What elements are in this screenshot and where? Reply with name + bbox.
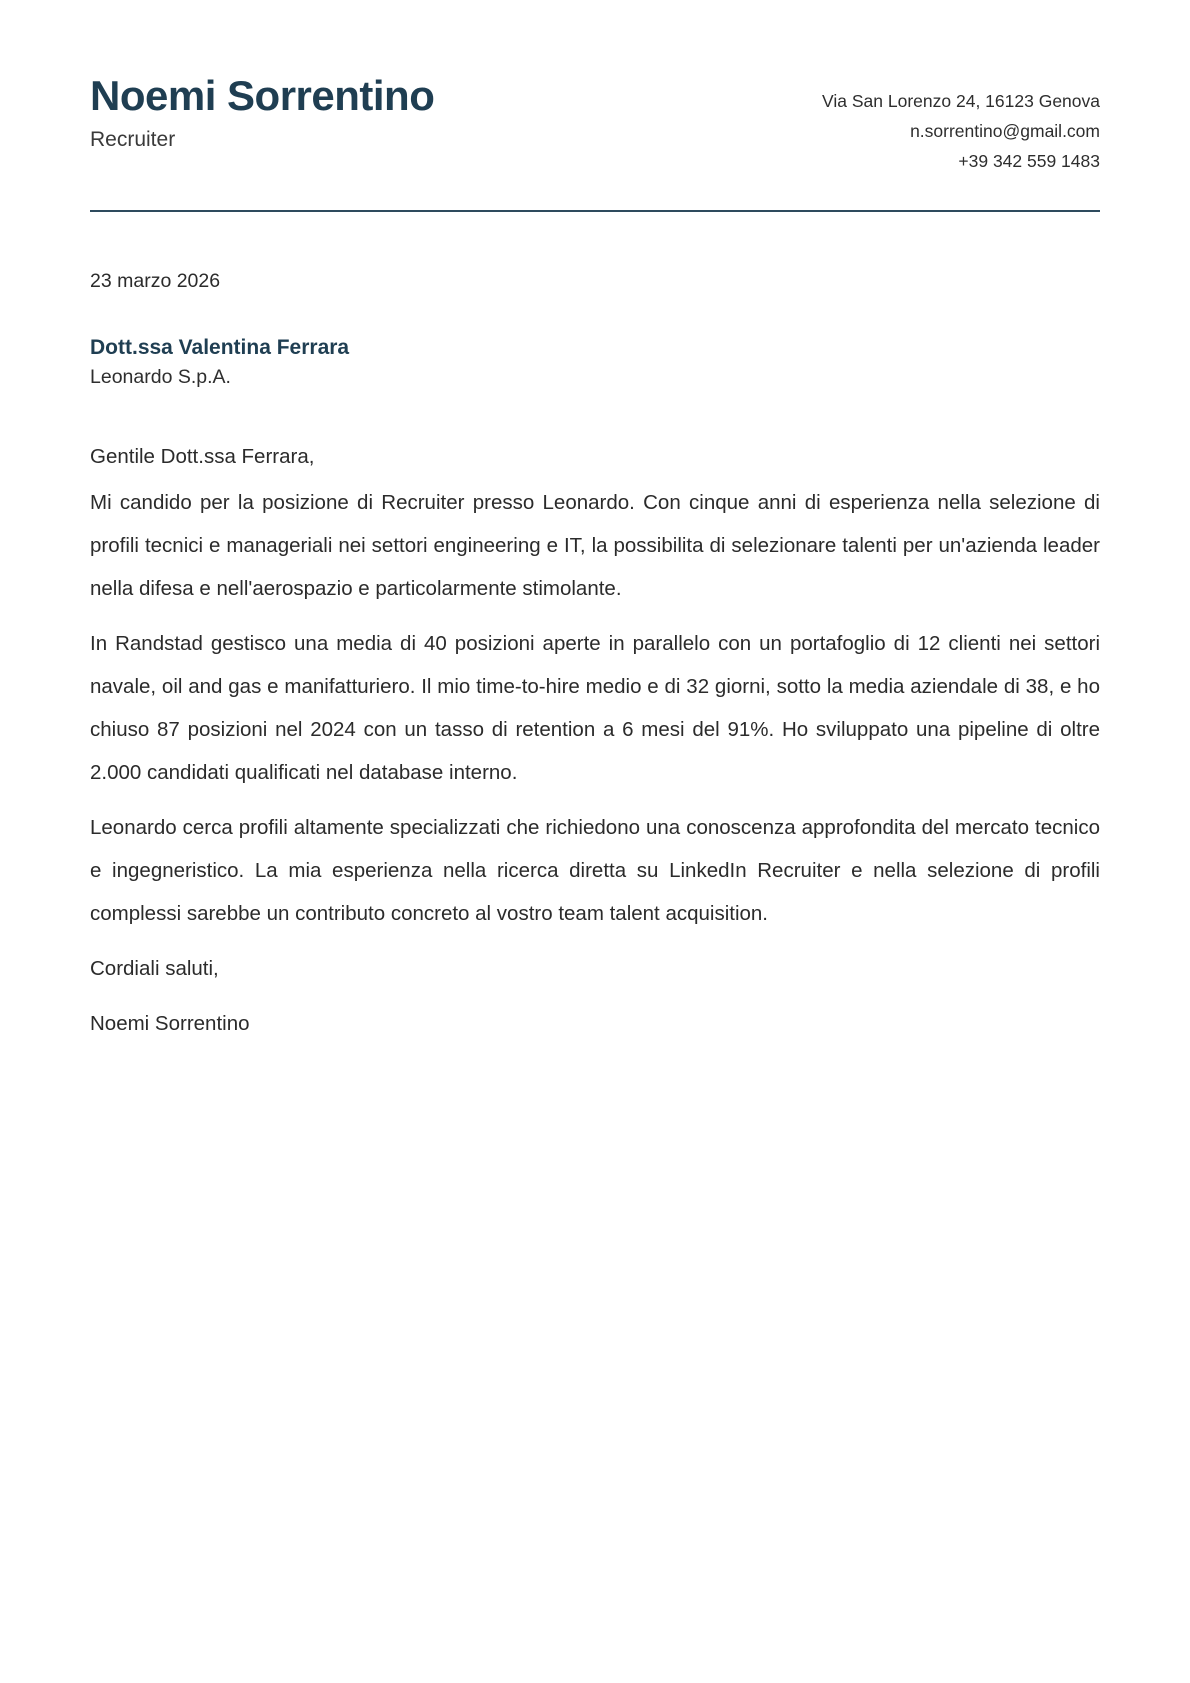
letter-header: [90, 72, 1100, 176]
letter-paragraph-2: In Randstad gestisco una media di 40 posizioni aperte in parallelo con un portafoglio di 12 clienti nei settori navale, oil and gas e manifatturiero. Il mio time-to-hire medio e di 32 giorni, sotto la media aziendale di 38, e ho chiuso 87 posizioni nel 2024 con un tasso di retention a 6 mesi del 91%. Ho sviluppato una pipeline di oltre 2.000 candidati qualificati nel database interno.: [90, 631, 1100, 784]
contact-email: n.sorrentino@gmail.com: [910, 121, 1100, 141]
sender-name: Noemi Sorrentino: [90, 72, 435, 119]
contact-address: Via San Lorenzo 24, 16123 Genova: [822, 91, 1100, 111]
contact-info: [822, 72, 1100, 176]
recipient-block: [90, 333, 1100, 393]
letter-signature: Noemi Sorrentino: [90, 1011, 250, 1035]
letter-closing: Cordiali saluti,: [90, 956, 219, 980]
recipient-name: Dott.ssa Valentina Ferrara: [90, 336, 350, 359]
letter-paragraph-3: Leonardo cerca profili altamente specializzati che richiedono una conoscenza approfondita del mercato tecnico e ingegneristico. La mia esperienza nella ricerca diretta su LinkedIn Recruiter e nella selezione di profili complessi sarebbe un contributo concreto al vostro team talent acquisition.: [90, 815, 1100, 925]
contact-phone: +39 342 559 1483: [958, 151, 1100, 171]
letter-paragraph-1: Mi candido per la posizione di Recruiter presso Leonardo. Con cinque anni di esperienza nella selezione di profili tecnici e manageriali nei settori engineering e IT, la possibilita di selezionare talenti per un'azienda leader nella difesa e nell'aerospazio e particolarmente stimolante.: [90, 490, 1100, 600]
letter-date: 23 marzo 2026: [90, 270, 221, 292]
letter-greeting: Gentile Dott.ssa Ferrara,: [90, 444, 315, 468]
sender-job-title: Recruiter: [90, 128, 176, 152]
letter-body: [90, 270, 1100, 1045]
header-divider: [90, 210, 1100, 212]
sender-identity: [90, 72, 434, 152]
recipient-company: Leonardo S.p.A.: [90, 366, 231, 389]
